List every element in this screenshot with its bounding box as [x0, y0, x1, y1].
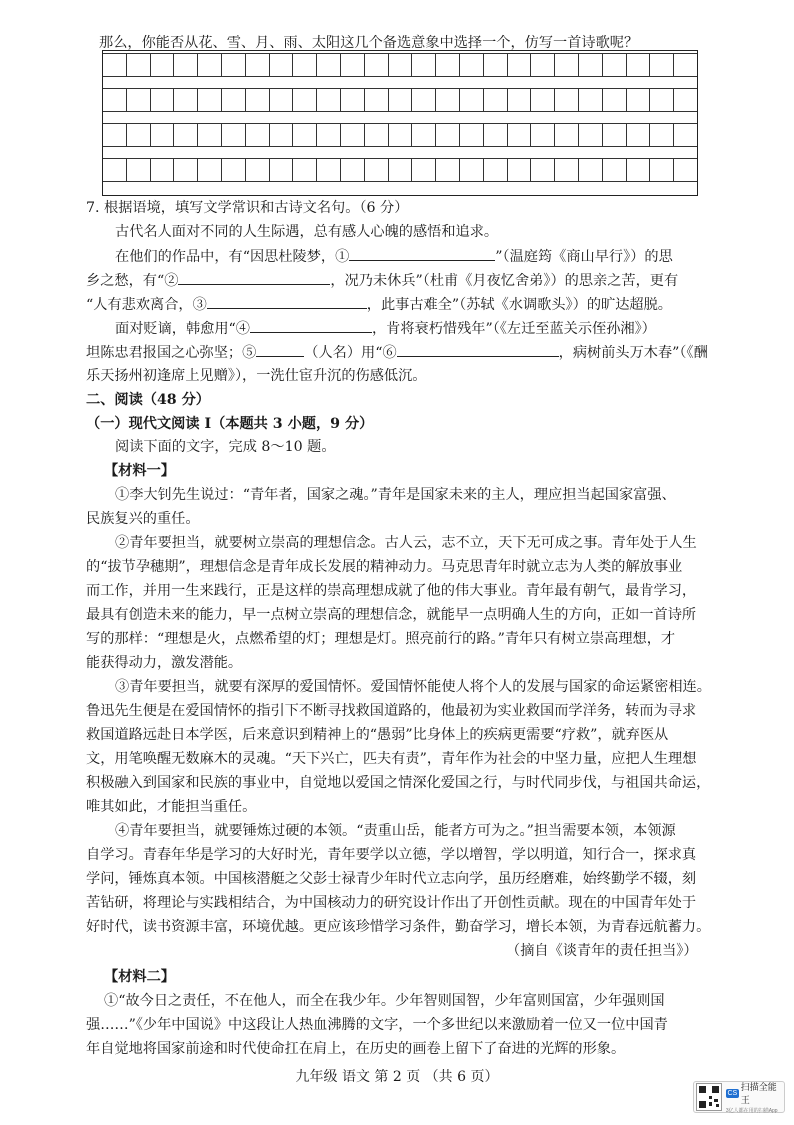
grid-cell[interactable]: [198, 88, 222, 112]
grid-cell[interactable]: [460, 53, 484, 77]
q7-text: “人有悲欢离合，③: [86, 297, 207, 313]
grid-cell[interactable]: [317, 53, 341, 77]
grid-cell[interactable]: [317, 123, 341, 147]
grid-cell[interactable]: [508, 88, 532, 112]
grid-cell[interactable]: [222, 123, 246, 147]
q7-text: 面对贬谪，韩愈用“④: [115, 321, 250, 337]
grid-cell[interactable]: [151, 158, 175, 182]
grid-cell[interactable]: [484, 88, 508, 112]
q7-text: 坦陈忠君报国之心弥坚；⑤: [86, 345, 257, 361]
grid-row: [103, 88, 697, 112]
q7-line-1: [115, 246, 673, 267]
grid-cell[interactable]: [531, 53, 555, 77]
grid-cell[interactable]: [627, 158, 651, 182]
grid-cell[interactable]: [674, 158, 697, 182]
grid-cell[interactable]: [317, 158, 341, 182]
material-1-line: 写的那样：“理想是火，点燃希望的灯；理想是灯。照亮前行的路。”青年只有树立崇高理想，才: [86, 631, 676, 647]
q7-text: ”（温庭筠《商山早行》）的思: [495, 249, 673, 265]
material-1-line: 学问，锤炼真本领。中国核潜艇之父彭士禄青少年时代立志向学，虽历经磨难，始终勤学不辍，刻: [86, 871, 697, 887]
grid-cell[interactable]: [103, 88, 127, 112]
grid-row: [103, 53, 697, 77]
grid-cell[interactable]: [151, 53, 175, 77]
grid-cell[interactable]: [484, 123, 508, 147]
grid-cell[interactable]: [341, 158, 365, 182]
grid-cell[interactable]: [508, 158, 532, 182]
grid-cell[interactable]: [436, 53, 460, 77]
grid-cell[interactable]: [412, 53, 436, 77]
badge-subtitle: 3亿人都在用的扫描App: [725, 1108, 778, 1114]
q7-line-6: 乐天扬州初逢席上见赠》），一洗仕宦升沉的伤感低沉。: [86, 368, 427, 384]
grid-cell[interactable]: [365, 123, 389, 147]
q7-line-3: [86, 294, 672, 315]
material-1-source: （摘自《谈青年的责任担当》）: [506, 943, 698, 959]
q7-text: ，肯将衰朽惜残年”（《左迁至蓝关示侄孙湘》）: [371, 321, 656, 337]
grid-cell[interactable]: [127, 158, 151, 182]
grid-cell[interactable]: [508, 53, 532, 77]
material-1-line: ①李大钊先生说过：“青年者，国家之魂。”青年是国家未来的主人，理应担当起国家富强、: [115, 487, 676, 503]
grid-cell[interactable]: [341, 53, 365, 77]
grid-cell[interactable]: [127, 53, 151, 77]
grid-cell[interactable]: [389, 158, 413, 182]
material-1-line: 积极融入到国家和民族的事业中，自觉地以爱国之情深化爱国之行，与时代同步伐，与祖国共命运，: [86, 775, 711, 791]
grid-cell[interactable]: [270, 123, 294, 147]
grid-cell[interactable]: [222, 53, 246, 77]
grid-cell[interactable]: [436, 88, 460, 112]
grid-row: [103, 123, 697, 147]
section-subtitle: （一）现代文阅读 I（本题共 3 小题，9 分）: [86, 416, 374, 432]
grid-cell[interactable]: [436, 158, 460, 182]
grid-cell[interactable]: [270, 158, 294, 182]
material-1-line: 唯其如此，才能担当重任。: [86, 799, 257, 815]
grid-cell[interactable]: [198, 53, 222, 77]
grid-cell[interactable]: [341, 88, 365, 112]
q7-title: 7. 根据语境，填写文学常识和古诗文名句。（6 分）: [86, 200, 409, 216]
grid-cell[interactable]: [460, 158, 484, 182]
grid-cell[interactable]: [127, 123, 151, 147]
material-1-line: 而工作，并用一生来践行，正是这样的崇高理想成就了他的伟大事业。青年最有朝气，最肯学习，: [86, 583, 697, 599]
grid-cell[interactable]: [293, 53, 317, 77]
material-1-line: 最具有创造未来的能力，早一点树立崇高的理想信念，就能早一点明确人生的方向，正如一首诗所: [86, 607, 697, 623]
grid-cell[interactable]: [555, 88, 579, 112]
material-1-line: 民族复兴的重任。: [86, 511, 200, 527]
grid-cell[interactable]: [270, 88, 294, 112]
q7-line-2: [86, 270, 678, 291]
material-1-line: 的“拔节孕穗期”，理想信念是青年成长发展的精神动力。马克思青年时就立志为人类的解放事业: [86, 559, 683, 575]
grid-cell[interactable]: [198, 123, 222, 147]
grid-cell[interactable]: [555, 158, 579, 182]
q7-text: ，此事古难全”（苏轼《水调歌头》）的旷达超脱。: [366, 297, 672, 313]
grid-cell[interactable]: [531, 158, 555, 182]
grid-cell[interactable]: [650, 158, 674, 182]
grid-cell[interactable]: [174, 53, 198, 77]
grid-cell[interactable]: [531, 88, 555, 112]
qr-code-icon: [696, 1083, 722, 1111]
q7-line-4: [115, 318, 656, 339]
grid-cell[interactable]: [389, 123, 413, 147]
material-2-line: 强……”《少年中国说》中这段让人热血沸腾的文字，一个多世纪以来激励着一位又一位中国青: [86, 1017, 668, 1033]
grid-cell[interactable]: [579, 53, 603, 77]
material-1-line: ②青年要担当，就要树立崇高的理想信念。古人云，志不立，天下无可成之事。青年处于人生: [115, 535, 697, 551]
grid-cell[interactable]: [103, 123, 127, 147]
q7-text: ，病树前头万木春”（《酬: [558, 345, 708, 361]
grid-cell[interactable]: [389, 53, 413, 77]
q7-line-5: [86, 342, 708, 363]
material-2-heading: 【材料二】: [104, 969, 175, 985]
grid-cell[interactable]: [151, 123, 175, 147]
grid-cell[interactable]: [603, 88, 627, 112]
grid-cell[interactable]: [365, 88, 389, 112]
blank-6[interactable]: [397, 342, 559, 357]
material-1-heading: 【材料一】: [104, 463, 175, 479]
grid-cell[interactable]: [293, 123, 317, 147]
grid-cell[interactable]: [174, 158, 198, 182]
q6-prompt: 那么，你能否从花、雪、月、雨、太阳这几个备选意象中选择一个，仿写一首诗歌呢？: [99, 35, 639, 51]
grid-cell[interactable]: [246, 158, 270, 182]
grid-cell[interactable]: [246, 123, 270, 147]
grid-cell[interactable]: [603, 123, 627, 147]
q7-text: ，况乃未休兵”（杜甫《月夜忆舍弟》）的思亲之苦，更有: [330, 273, 679, 289]
material-1-line: 自学习。青春年华是学习的大好时光，青年要学以立德，学以增智，学以明道，知行合一，探求真: [86, 847, 697, 863]
grid-cell[interactable]: [627, 88, 651, 112]
badge-text: [726, 1080, 782, 1114]
page-footer: 九年级 语文 第 2 页 （共 6 页）: [295, 1069, 499, 1085]
grid-row: [103, 158, 697, 182]
material-1-line: 能获得动力，激发潜能。: [86, 655, 243, 671]
q7-text: 在他们的作品中，有“因思杜陵梦，①: [115, 249, 350, 265]
grid-cell[interactable]: [317, 88, 341, 112]
grid-cell[interactable]: [650, 53, 674, 77]
camscanner-logo-icon: CS: [727, 1089, 738, 1097]
grid-cell[interactable]: [127, 88, 151, 112]
grid-cell[interactable]: [555, 123, 579, 147]
answer-grid[interactable]: [102, 50, 698, 196]
grid-cell[interactable]: [389, 88, 413, 112]
grid-cell[interactable]: [531, 123, 555, 147]
grid-cell[interactable]: [579, 123, 603, 147]
material-1-line: 救国道路远赴日本学医，后来意识到精神上的“愚弱”比身体上的疾病更需要“疗救”，就弃医从: [86, 727, 669, 743]
blank-4[interactable]: [250, 318, 372, 333]
grid-cell[interactable]: [555, 53, 579, 77]
grid-cell[interactable]: [412, 123, 436, 147]
grid-cell[interactable]: [627, 53, 651, 77]
grid-cell[interactable]: [674, 123, 697, 147]
grid-cell[interactable]: [436, 123, 460, 147]
grid-cell[interactable]: [508, 123, 532, 147]
material-1-line: 苦钻研，将理论与实践相结合，为中国核动力的研究设计作出了开创性贡献。现在的中国青年处于: [86, 895, 697, 911]
grid-cell[interactable]: [579, 158, 603, 182]
grid-cell[interactable]: [674, 88, 697, 112]
grid-cell[interactable]: [412, 158, 436, 182]
grid-cell[interactable]: [270, 53, 294, 77]
grid-cell[interactable]: [603, 158, 627, 182]
grid-cell[interactable]: [103, 158, 127, 182]
blank-2[interactable]: [178, 270, 330, 285]
grid-cell[interactable]: [460, 88, 484, 112]
grid-cell[interactable]: [174, 123, 198, 147]
q7-text: 乡之愁，有“②: [86, 273, 179, 289]
blank-5[interactable]: [256, 342, 304, 357]
grid-cell[interactable]: [198, 158, 222, 182]
grid-cell[interactable]: [674, 53, 697, 77]
grid-cell[interactable]: [365, 158, 389, 182]
grid-cell[interactable]: [484, 53, 508, 77]
grid-cell[interactable]: [246, 88, 270, 112]
material-1-line: ③青年要担当，就要有深厚的爱国情怀。爱国情怀能使人将个人的发展与国家的命运紧密相连。: [115, 679, 711, 695]
grid-cell[interactable]: [222, 158, 246, 182]
q7-intro: 古代名人面对不同的人生际遇，总有感人心魄的感悟和追求。: [115, 224, 499, 240]
material-1-line: 鲁迅先生便是在爱国情怀的指引下不断寻找救国道路的，他最初为实业救国而学洋务，转而为寻求: [86, 703, 697, 719]
material-2-line: ①“故今日之责任，不在他人，而全在我少年。少年智则国智，少年富则国富，少年强则国: [104, 993, 665, 1009]
material-2-line: 年自觉地将国家前途和时代使命扛在肩上，在历史的画卷上留下了奋进的光辉的形象。: [86, 1041, 626, 1057]
scanner-watermark: [693, 1081, 785, 1113]
grid-cell[interactable]: [103, 53, 127, 77]
material-1-line: 文，用笔唤醒无数麻木的灵魂。“天下兴亡，匹夫有责”，青年作为社会的中坚力量，应把人生理想: [86, 751, 697, 767]
grid-cell[interactable]: [174, 88, 198, 112]
grid-cell[interactable]: [341, 123, 365, 147]
grid-cell[interactable]: [293, 158, 317, 182]
grid-cell[interactable]: [460, 123, 484, 147]
grid-cell[interactable]: [579, 88, 603, 112]
material-1-line: 好时代，读书资源丰富，环境优越。更应该珍惜学习条件，勤奋学习，增长本领，为青春远航蓄力。: [86, 919, 711, 935]
instructions: 阅读下面的文字，完成 8～10 题。: [115, 439, 336, 455]
grid-cell[interactable]: [246, 53, 270, 77]
grid-cell[interactable]: [650, 123, 674, 147]
material-1-line: ④青年要担当，就要锤炼过硬的本领。“责重山岳，能者方可为之。”担当需要本领，本领源: [115, 823, 676, 839]
grid-cell[interactable]: [627, 123, 651, 147]
grid-cell[interactable]: [603, 53, 627, 77]
grid-cell[interactable]: [484, 158, 508, 182]
grid-cell[interactable]: [151, 88, 175, 112]
grid-cell[interactable]: [412, 88, 436, 112]
section-title: 二、阅读（48 分）: [86, 392, 210, 408]
blank-1[interactable]: [349, 246, 495, 261]
q7-text: （人名）用“⑥: [304, 345, 397, 361]
grid-cell[interactable]: [222, 88, 246, 112]
grid-cell[interactable]: [650, 88, 674, 112]
grid-cell[interactable]: [293, 88, 317, 112]
badge-title: 扫描全能王: [740, 1082, 777, 1105]
blank-3[interactable]: [207, 294, 367, 309]
grid-cell[interactable]: [365, 53, 389, 77]
